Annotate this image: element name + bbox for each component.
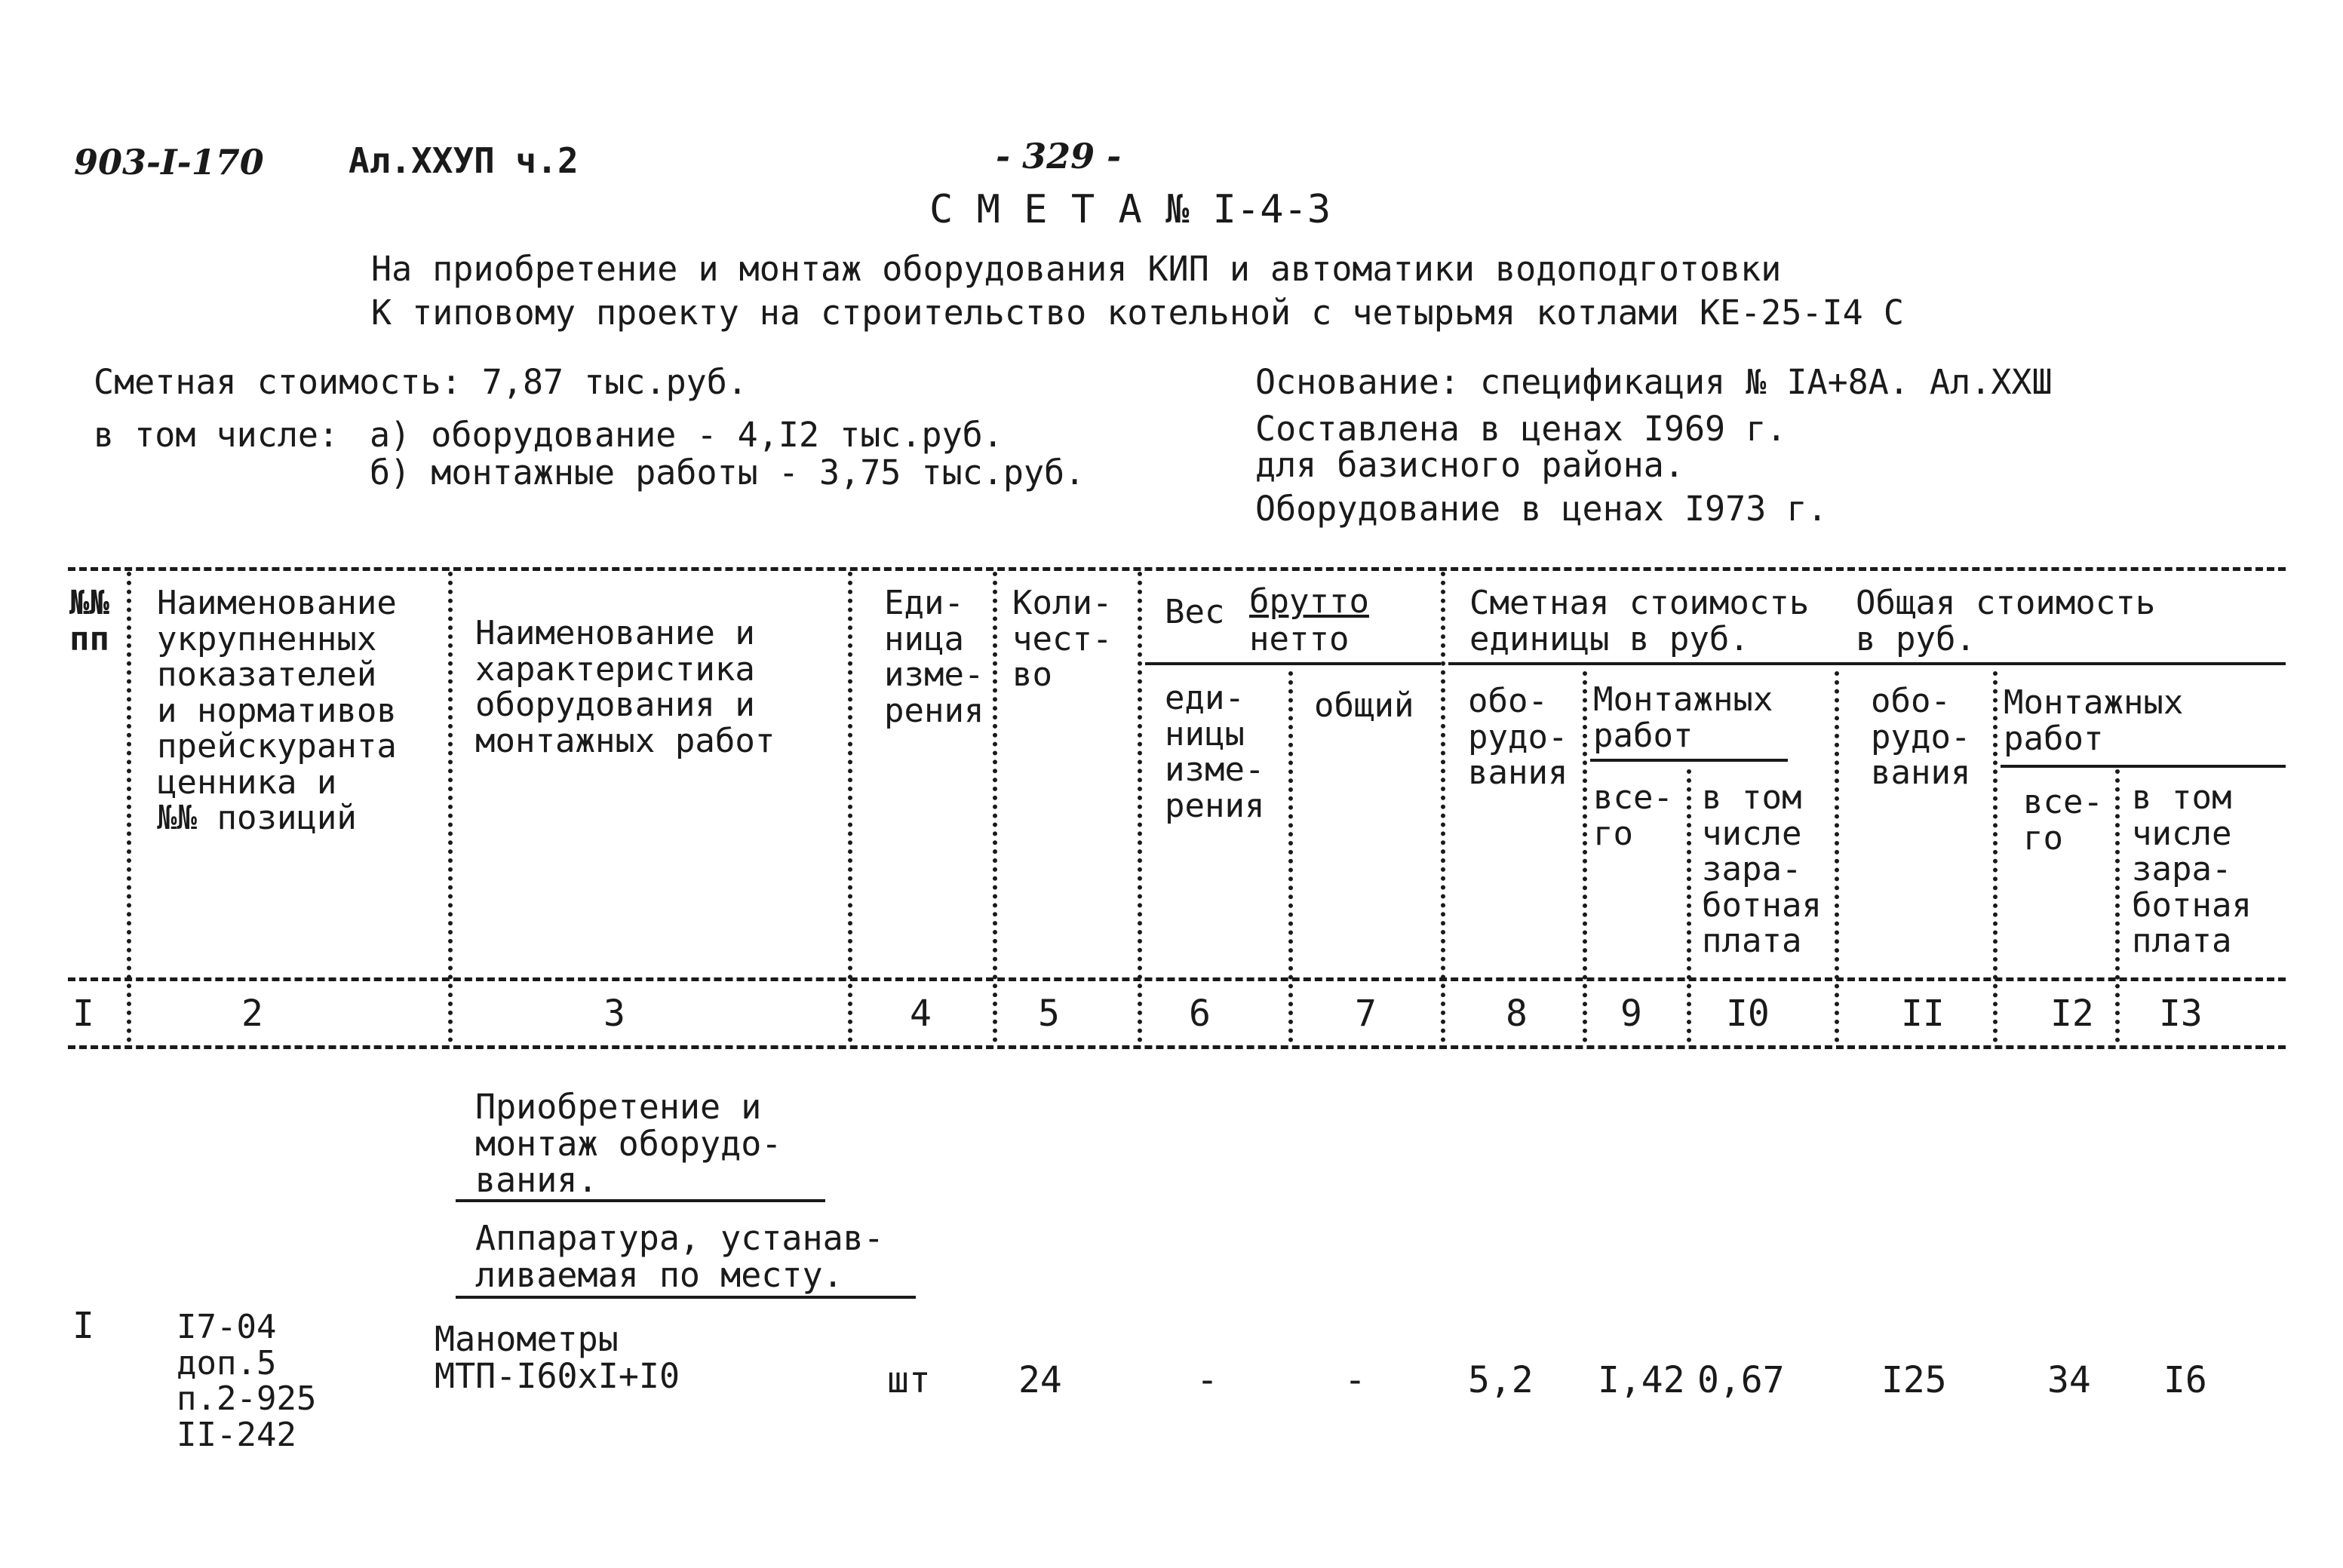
header-indicator-codes: Наименование укрупненных показателей и нормативов прейскуранта ценника и №№ позиций (157, 584, 397, 838)
row-quantity: 24 (1018, 1359, 1062, 1401)
prices-year: Составлена в ценах I969 г. (1255, 409, 1787, 449)
row-number: I (72, 1305, 94, 1347)
header-row-number: №№ пп (69, 584, 109, 658)
column-number-5: 5 (1038, 993, 1060, 1035)
header-unit-install-total: все- го (1593, 778, 1673, 853)
project-code: 903-I-170 (74, 142, 264, 183)
row-weight-unit: - (1196, 1359, 1218, 1401)
section-heading-equipment-rule (456, 1199, 825, 1202)
header-unit-equipment: обо- рудо- вания (1468, 682, 1568, 793)
column-number-11: II (1901, 993, 1945, 1035)
section-heading-equipment: Приобретение и монтаж оборудо- вания. (475, 1087, 782, 1201)
header-weight-unit: еди- ницы изме- рения (1165, 679, 1265, 825)
col-divider-11 (1993, 671, 1998, 1042)
header-equipment-name: Наименование и характеристика оборудования и монтажных работ (475, 614, 775, 760)
col-divider-4 (993, 572, 997, 1042)
column-number-10: I0 (1726, 993, 1770, 1035)
column-number-13: I3 (2159, 993, 2203, 1035)
row-weight-total: - (1344, 1359, 1366, 1401)
including-label: в том числе: (94, 415, 339, 455)
header-unit-install-wages: в том числе зара- ботная плата (1702, 778, 1822, 961)
equipment-cost: а) оборудование - 4,I2 тыс.руб. (370, 415, 1003, 455)
col-divider-10 (1835, 671, 1839, 1042)
row-unit-install-wages: 0,67 (1697, 1359, 1785, 1401)
estimate-subtitle-2: К типовому проекту на строительство котельной с четырьмя котлами КЕ-25-I4 С (371, 293, 1904, 333)
row-total-equipment-cost: I25 (1881, 1359, 1947, 1401)
header-total-cost-group: Общая стоимость в руб. (1856, 584, 2156, 658)
col-divider-1 (127, 572, 131, 1042)
column-number-12: I2 (2050, 993, 2094, 1035)
column-number-9: 9 (1620, 993, 1642, 1035)
total-install-underline (2001, 765, 2286, 768)
header-weight-gross: брутто (1249, 582, 1369, 621)
row-total-install-wages: I6 (2163, 1359, 2207, 1401)
row-unit-equipment-cost: 5,2 (1468, 1359, 1534, 1401)
header-total-equipment: обо- рудо- вания (1871, 682, 1971, 793)
album-label: Ал.ХХУП ч.2 (349, 140, 579, 181)
col-divider-2 (448, 572, 453, 1042)
header-unit-installation: Монтажных работ (1593, 680, 1773, 755)
header-weight-total: общий (1314, 686, 1414, 725)
estimate-title: С М Е Т А № I-4-3 (929, 187, 1331, 232)
row-total-install-cost: 34 (2047, 1359, 2091, 1401)
header-weight-label: Вес (1165, 593, 1225, 631)
header-total-installation: Монтажных работ (2004, 683, 2184, 758)
row-equipment-name: Манометры МТП-I60хI+I0 (435, 1319, 680, 1396)
basis-spec: Основание: спецификация № IA+8A. Ал.ХХШ (1255, 362, 2053, 402)
header-total-wages: в том числе зара- ботная плата (2132, 778, 2252, 961)
total-cost: Сметная стоимость: 7,87 тыс.руб. (94, 362, 748, 402)
installation-cost: б) монтажные работы - 3,75 тыс.руб. (370, 453, 1086, 492)
unit-install-underline (1590, 759, 1788, 762)
col-divider-9 (1687, 769, 1691, 1042)
section-heading-apparatus: Аппаратура, устанав- ливаемая по месту. (475, 1218, 884, 1295)
header-total-install: все- го (2023, 783, 2103, 858)
column-number-top-rule (68, 977, 2286, 981)
column-number-8: 8 (1506, 993, 1528, 1035)
table-top-rule (68, 567, 2286, 571)
col-divider-7 (1441, 572, 1445, 1042)
base-region: для базисного района. (1255, 445, 1684, 485)
col-divider-6 (1288, 671, 1293, 1042)
col-divider-3 (848, 572, 852, 1042)
header-unit: Еди- ница изме- рения (884, 584, 984, 730)
equipment-prices-year: Оборудование в ценах I973 г. (1255, 489, 1828, 529)
col-divider-5 (1138, 572, 1142, 1042)
header-weight-net: нетто (1249, 620, 1350, 658)
col-divider-12 (2115, 769, 2120, 1042)
col-divider-8 (1583, 671, 1587, 1042)
column-number-2: 2 (241, 993, 263, 1035)
section-heading-apparatus-rule (456, 1296, 916, 1299)
row-price-codes: I7-04 доп.5 п.2-925 II-242 (177, 1308, 317, 1454)
column-number-bottom-rule (68, 1045, 2286, 1049)
header-unit-cost-group: Сметная стоимость единицы в руб. (1469, 584, 1810, 658)
weight-group-underline (1145, 662, 1441, 665)
header-quantity: Коли- чест- во (1012, 584, 1113, 695)
estimate-subtitle-1: На приобретение и монтаж оборудования КИП и автоматики водоподготовки (371, 249, 1782, 289)
column-number-4: 4 (910, 993, 932, 1035)
column-number-6: 6 (1189, 993, 1211, 1035)
column-number-1: I (72, 993, 94, 1035)
page-number: - 329 - (996, 136, 1122, 176)
column-number-7: 7 (1355, 993, 1377, 1035)
row-unit-install-cost: I,42 (1598, 1359, 1685, 1401)
column-number-3: 3 (603, 993, 625, 1035)
unit-cost-group-underline (1448, 662, 2286, 665)
row-unit: шт (887, 1359, 931, 1401)
